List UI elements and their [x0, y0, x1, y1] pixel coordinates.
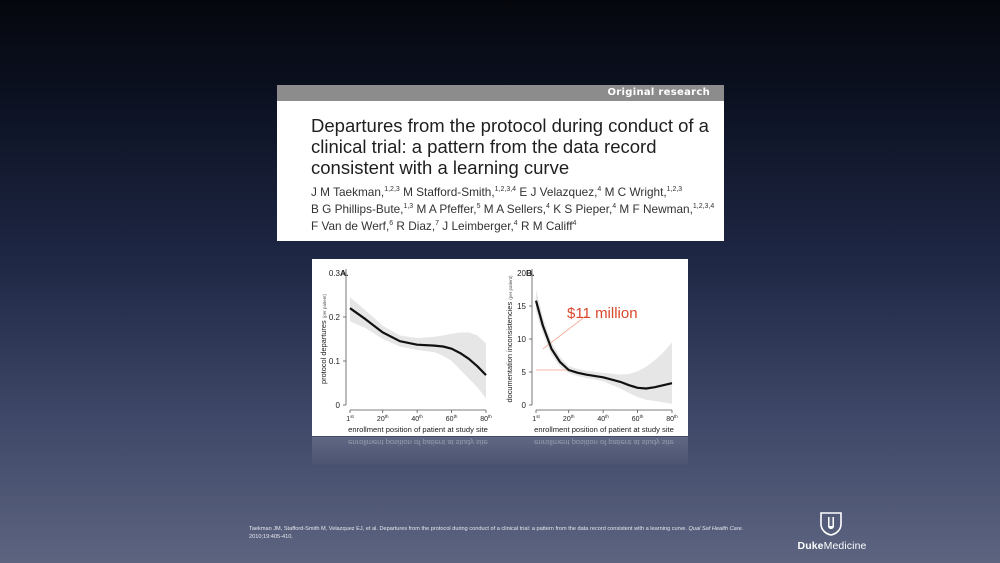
panel-label: A. — [340, 268, 349, 278]
author-affiliation: 4 — [513, 220, 518, 227]
author-name: E J Velazquez, — [516, 185, 598, 199]
x-tick-label — [377, 414, 389, 423]
citation-title: Departures from the protocol during conduct of a clinical trial: a pattern from the data record consistent with a learning curve. — [377, 526, 689, 532]
x-tick-suffix: th — [674, 414, 678, 419]
citation-journal: Qual Saf Health Care. — [688, 526, 744, 532]
x-tick-suffix: th — [488, 414, 492, 419]
article-header-card — [277, 85, 724, 241]
x-tick-label — [666, 414, 678, 423]
author-name: M F Newman, — [616, 202, 693, 216]
x-tick-suffix: th — [570, 414, 575, 419]
x-tick-number: 20 — [562, 416, 571, 423]
x-tick-suffix: th — [605, 414, 609, 419]
duke-shield-icon — [820, 512, 842, 536]
author-line — [311, 218, 721, 235]
x-tick-number: 20 — [376, 416, 385, 423]
author-name: M A Pfeffer, — [413, 202, 477, 216]
x-tick-suffix: th — [384, 414, 389, 419]
x-tick-suffix: th — [419, 414, 423, 419]
y-tick-label: 0.2 — [328, 313, 340, 322]
x-tick-number: 1 — [346, 416, 351, 423]
author-line — [311, 184, 721, 201]
duke-medicine-logo — [794, 512, 870, 556]
x-tick-number: 40 — [411, 416, 420, 423]
x-tick-label — [597, 414, 609, 423]
panel-label: B. — [526, 268, 535, 278]
x-tick-suffix: st — [350, 414, 354, 419]
y-tick-label: 0.3 — [328, 269, 340, 278]
figure-svg — [312, 259, 688, 436]
author-affiliation: 4 — [572, 220, 577, 227]
y-tick-label: 0 — [335, 401, 340, 410]
x-tick-number: 40 — [597, 416, 606, 423]
author-name: J Leimberger, — [439, 219, 514, 233]
x-tick-label — [346, 414, 354, 423]
author-affiliation: 6 — [389, 220, 394, 227]
x-axis-label: enrollment position of patient at study site — [534, 425, 674, 434]
x-tick-number: 80 — [480, 416, 489, 423]
x-tick-number: 60 — [631, 416, 640, 423]
reflection-panel — [534, 438, 674, 447]
y-tick-label: 5 — [521, 368, 526, 377]
article-type-band: Original research — [277, 85, 724, 101]
author-name: M C Wright, — [601, 185, 667, 199]
y-axis-label-main: protocol departures — [319, 318, 328, 384]
author-affiliation: 7 — [435, 220, 440, 227]
x-tick-label — [532, 414, 540, 423]
confidence-band — [350, 297, 486, 398]
figure-reflection — [312, 437, 688, 467]
cost-annotation: $11 million — [566, 304, 638, 322]
author-affiliation: 1,2,3,4 — [692, 203, 715, 210]
author-name: M Stafford-Smith, — [399, 185, 495, 199]
x-tick-suffix: th — [639, 414, 644, 419]
author-affiliation: 4 — [597, 186, 602, 193]
x-tick-label — [632, 414, 644, 423]
reflection-panel — [348, 438, 488, 447]
author-list — [311, 184, 721, 235]
brand-name: DukeMedicine — [797, 540, 867, 552]
author-affiliation: 1,2,3,4 — [494, 186, 517, 193]
author-affiliation: 1,3 — [403, 203, 414, 210]
author-name: J M Taekman, — [311, 185, 385, 199]
author-affiliation: 4 — [546, 203, 550, 210]
author-affiliation: 1,2,3 — [384, 186, 400, 193]
citation — [249, 525, 769, 541]
y-tick-label: 10 — [517, 335, 526, 344]
y-axis-label-main: documentation inconsistencies — [505, 299, 514, 403]
author-name: F Van de Werf, — [311, 219, 390, 233]
y-tick-label: 0 — [521, 401, 526, 410]
x-tick-number: 60 — [445, 416, 454, 423]
y-tick-label: 0.1 — [328, 357, 340, 366]
reflection-xlabel: enrollment position of patient at study site — [348, 438, 488, 447]
author-name: R M Califf — [517, 219, 573, 233]
y-axis-label-suffix: (per patient) — [508, 275, 513, 300]
author-affiliation: 5 — [476, 203, 481, 210]
citation-authors: Taekman JM, Stafford-Smith M, Velazquez EJ, et al. — [249, 526, 378, 532]
chart-panel — [319, 268, 492, 434]
x-tick-label — [411, 414, 423, 423]
author-line — [311, 201, 721, 218]
author-affiliation: 1,2,3 — [666, 186, 683, 193]
author-name: M A Sellers, — [480, 202, 547, 216]
article-title: Departures from the protocol during conduct of a clinical trial: a pattern from the data record consistent with a learning curve — [311, 115, 709, 178]
y-tick-label: 20 — [517, 269, 526, 278]
x-tick-label — [480, 414, 492, 423]
author-name: K S Pieper, — [549, 202, 613, 216]
reflection-xlabel: enrollment position of patient at study site — [534, 438, 674, 447]
chart-panel — [505, 268, 678, 434]
author-affiliation: 4 — [612, 203, 617, 210]
x-tick-suffix: th — [453, 414, 458, 419]
x-axis-label: enrollment position of patient at study site — [348, 425, 488, 434]
x-tick-label — [563, 414, 575, 423]
x-tick-suffix: st — [536, 414, 540, 419]
figure-panels — [312, 259, 688, 436]
y-axis-label-suffix: (per patient) — [322, 294, 327, 319]
author-name: B G Phillips-Bute, — [311, 202, 404, 216]
x-tick-number: 80 — [666, 416, 675, 423]
citation-details: 2010;19:405-410. — [249, 534, 293, 540]
y-axis-label — [505, 275, 514, 402]
author-name: R Diaz, — [393, 219, 436, 233]
y-tick-label: 15 — [517, 302, 526, 311]
x-tick-label — [446, 414, 458, 423]
y-axis-label — [319, 294, 328, 384]
x-tick-number: 1 — [532, 416, 537, 423]
